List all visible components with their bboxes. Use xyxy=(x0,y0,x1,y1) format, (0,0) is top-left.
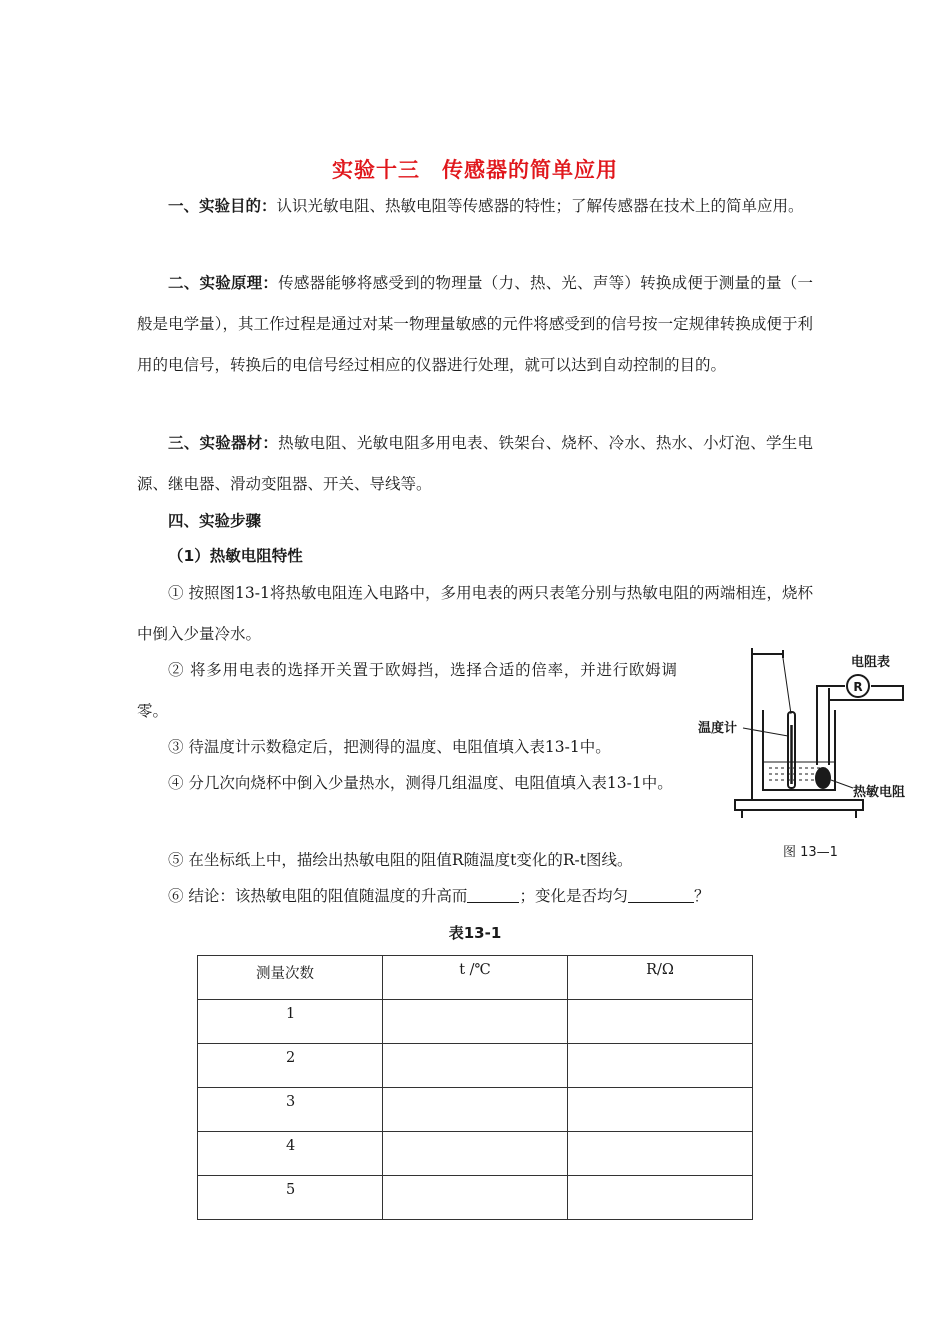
answer-blank-1[interactable] xyxy=(467,887,519,904)
section-steps-heading: 四、实验步骤 xyxy=(168,512,262,530)
row-index: 3 xyxy=(198,1088,383,1132)
table-row xyxy=(198,1000,753,1044)
thermistor xyxy=(815,767,831,789)
section-equipment-heading: 三、实验器材： xyxy=(168,434,279,452)
ohmmeter-symbol: R xyxy=(853,680,863,694)
step-2: ② 将多用电表的选择开关置于欧姆挡，选择合适的倍率，并进行欧姆调零。 xyxy=(137,661,677,720)
subsection-thermistor-heading: （1）热敏电阻特性 xyxy=(168,547,303,565)
temperature-cell[interactable] xyxy=(383,1176,568,1220)
section-equipment xyxy=(137,423,813,505)
step-6-text-a: ⑥ 结论：该热敏电阻的阻值随温度的升高而 xyxy=(168,887,468,905)
temperature-cell[interactable] xyxy=(383,1044,568,1088)
section-purpose-text: 认识光敏电阻、热敏电阻等传感器的特性；了解传感器在技术上的简单应用。 xyxy=(276,197,804,215)
stand-base xyxy=(735,800,863,810)
header-measurement-count: 测量次数 xyxy=(198,956,383,1000)
table-row xyxy=(198,1044,753,1088)
header-resistance: R/Ω xyxy=(568,956,753,1000)
section-principle-text: 传感器能够将感受到的物理量（力、热、光、声等）转换成便于测量的量（一般是电学量），其工作过程是通过对某一物理量敏感的元件将感受到的信号按一定规律转换成便于利用的电信号，转换后的电信号经过相应的仪器进行处理，就可以达到自动控制的目的。 xyxy=(137,274,813,374)
table-row xyxy=(198,1132,753,1176)
step-6-text-c: ？ xyxy=(693,887,710,905)
table-row xyxy=(198,1088,753,1132)
figure-13-1 xyxy=(695,640,925,865)
row-index: 1 xyxy=(198,1000,383,1044)
page-title: 实验十三 传感器的简单应用 xyxy=(332,158,618,182)
header-temperature: t /℃ xyxy=(383,956,568,1000)
section-principle-heading: 二、实验原理： xyxy=(168,274,279,292)
label-thermometer: 温度计 xyxy=(698,721,738,736)
resistance-cell[interactable] xyxy=(568,1044,753,1088)
temperature-cell[interactable] xyxy=(383,1132,568,1176)
step-6-text-b: ；变化是否均匀 xyxy=(519,887,628,905)
step-6 xyxy=(137,876,813,917)
label-thermistor: 热敏电阻 xyxy=(853,785,906,800)
row-index: 4 xyxy=(198,1132,383,1176)
step-1: ① 按照图13-1将热敏电阻连入电路中，多用电表的两只表笔分别与热敏电阻的两端相连，烧杯中倒入少量冷水。 xyxy=(137,584,813,643)
answer-blank-2[interactable] xyxy=(628,887,694,904)
temperature-cell[interactable] xyxy=(383,1000,568,1044)
section-purpose-heading: 一、实验目的： xyxy=(168,197,277,215)
step-4: ④ 分几次向烧杯中倒入少量热水，测得几组温度、电阻值填入表13-1中。 xyxy=(168,774,673,792)
resistance-cell[interactable] xyxy=(568,1000,753,1044)
section-principle xyxy=(137,263,813,386)
section-equipment-text: 热敏电阻、光敏电阻多用电表、铁架台、烧杯、冷水、热水、小灯泡、学生电源、继电器、滑动变阻器、开关、导线等。 xyxy=(137,434,813,493)
figure-caption: 图 13—1 xyxy=(783,845,838,860)
table-header-row xyxy=(198,956,753,1000)
data-table-13-1 xyxy=(197,955,753,1220)
row-index: 5 xyxy=(198,1176,383,1220)
table-caption: 表13-1 xyxy=(448,924,502,942)
step-3: ③ 待温度计示数稳定后，把测得的温度、电阻值填入表13-1中。 xyxy=(168,738,611,756)
resistance-cell[interactable] xyxy=(568,1176,753,1220)
resistance-cell[interactable] xyxy=(568,1088,753,1132)
resistance-cell[interactable] xyxy=(568,1132,753,1176)
row-index: 2 xyxy=(198,1044,383,1088)
step-5: ⑤ 在坐标纸上中，描绘出热敏电阻的阻值R随温度t变化的R-t图线。 xyxy=(168,851,633,869)
thermistor-apparatus-diagram xyxy=(695,640,925,865)
section-purpose xyxy=(137,186,813,227)
label-resistance-meter: 电阻表 xyxy=(851,655,891,670)
temperature-cell[interactable] xyxy=(383,1088,568,1132)
table-row xyxy=(198,1176,753,1220)
